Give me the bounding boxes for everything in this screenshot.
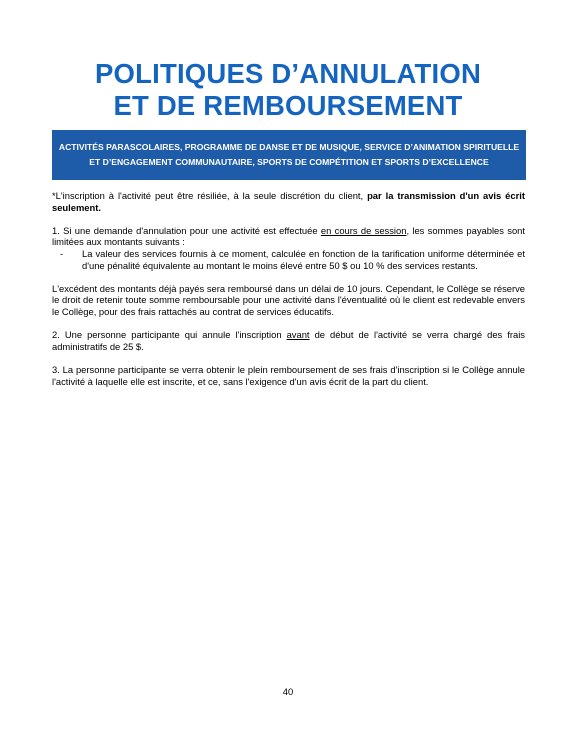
item-1-text-before: 1. Si une demande d'annulation pour une activité est effectuée bbox=[52, 224, 321, 236]
page-number: 40 bbox=[282, 686, 294, 697]
item-1-bullet-text: La valeur des services fournis à ce moment, calculée en fonction de la tarification uniforme déterminée et d'une pénalité équivalente au montant le moins élevé entre 50 $ ou 10 % des services restants. bbox=[82, 247, 525, 271]
policy-body bbox=[52, 190, 525, 399]
item-2-underlined: avant bbox=[286, 329, 310, 341]
intro-bold-text: par la transmission d'un avis écrit seulement. bbox=[52, 190, 525, 213]
intro-text: *L'inscription à l'activité peut être résiliée, à la seule discrétion du client, bbox=[52, 190, 368, 201]
programs-banner bbox=[52, 130, 526, 180]
item-2-text-after: de début de l'activité se verra chargé des frais administratifs de 25 $. bbox=[52, 329, 525, 352]
item-1-paragraph bbox=[52, 225, 525, 248]
banner-line-2: ET D’ENGAGEMENT COMMUNAUTAIRE, SPORTS DE COMPÉTITION ET SPORTS D’EXCELLENCE bbox=[89, 157, 489, 167]
banner-line-1: ACTIVITÉS PARASCOLAIRES, PROGRAMME DE DANSE ET DE MUSIQUE, SERVICE D’ANIMATION SPIRITUELLE bbox=[58, 142, 520, 152]
item-2-text-before: 2. Une personne participante qui annule l'inscription bbox=[52, 329, 287, 341]
bullet-dash: - bbox=[60, 247, 64, 259]
excess-paragraph: L'excédent des montants déjà payés sera remboursé dans un délai de 10 jours. Cependant, le Collège se réserve le droit de retenir toute somme remboursable pour une activité dans l'éventualité où le client est redevable envers le Collège, pour des frais rattachés au contrat de services éducatifs. bbox=[52, 282, 525, 317]
item-2-paragraph bbox=[52, 329, 525, 352]
page-title-line-1: POLITIQUES D’ANNULATION bbox=[94, 58, 482, 89]
item-1-bullet bbox=[52, 248, 525, 271]
item-3-paragraph: 3. La personne participante se verra obtenir le plein remboursement de ses frais d'inscription si le Collège annule l'activité à laquelle elle est inscrite, et ce, sans l'exigence d'un avis écrit de la part du client. bbox=[52, 363, 525, 387]
item-1-text-after: , les sommes payables sont limitées aux montants suivants : bbox=[52, 224, 525, 248]
intro-paragraph bbox=[52, 190, 525, 213]
item-1-underlined: en cours de session bbox=[320, 224, 407, 236]
page-title-line-2: ET DE REMBOURSEMENT bbox=[113, 90, 463, 121]
page-title bbox=[0, 58, 576, 122]
